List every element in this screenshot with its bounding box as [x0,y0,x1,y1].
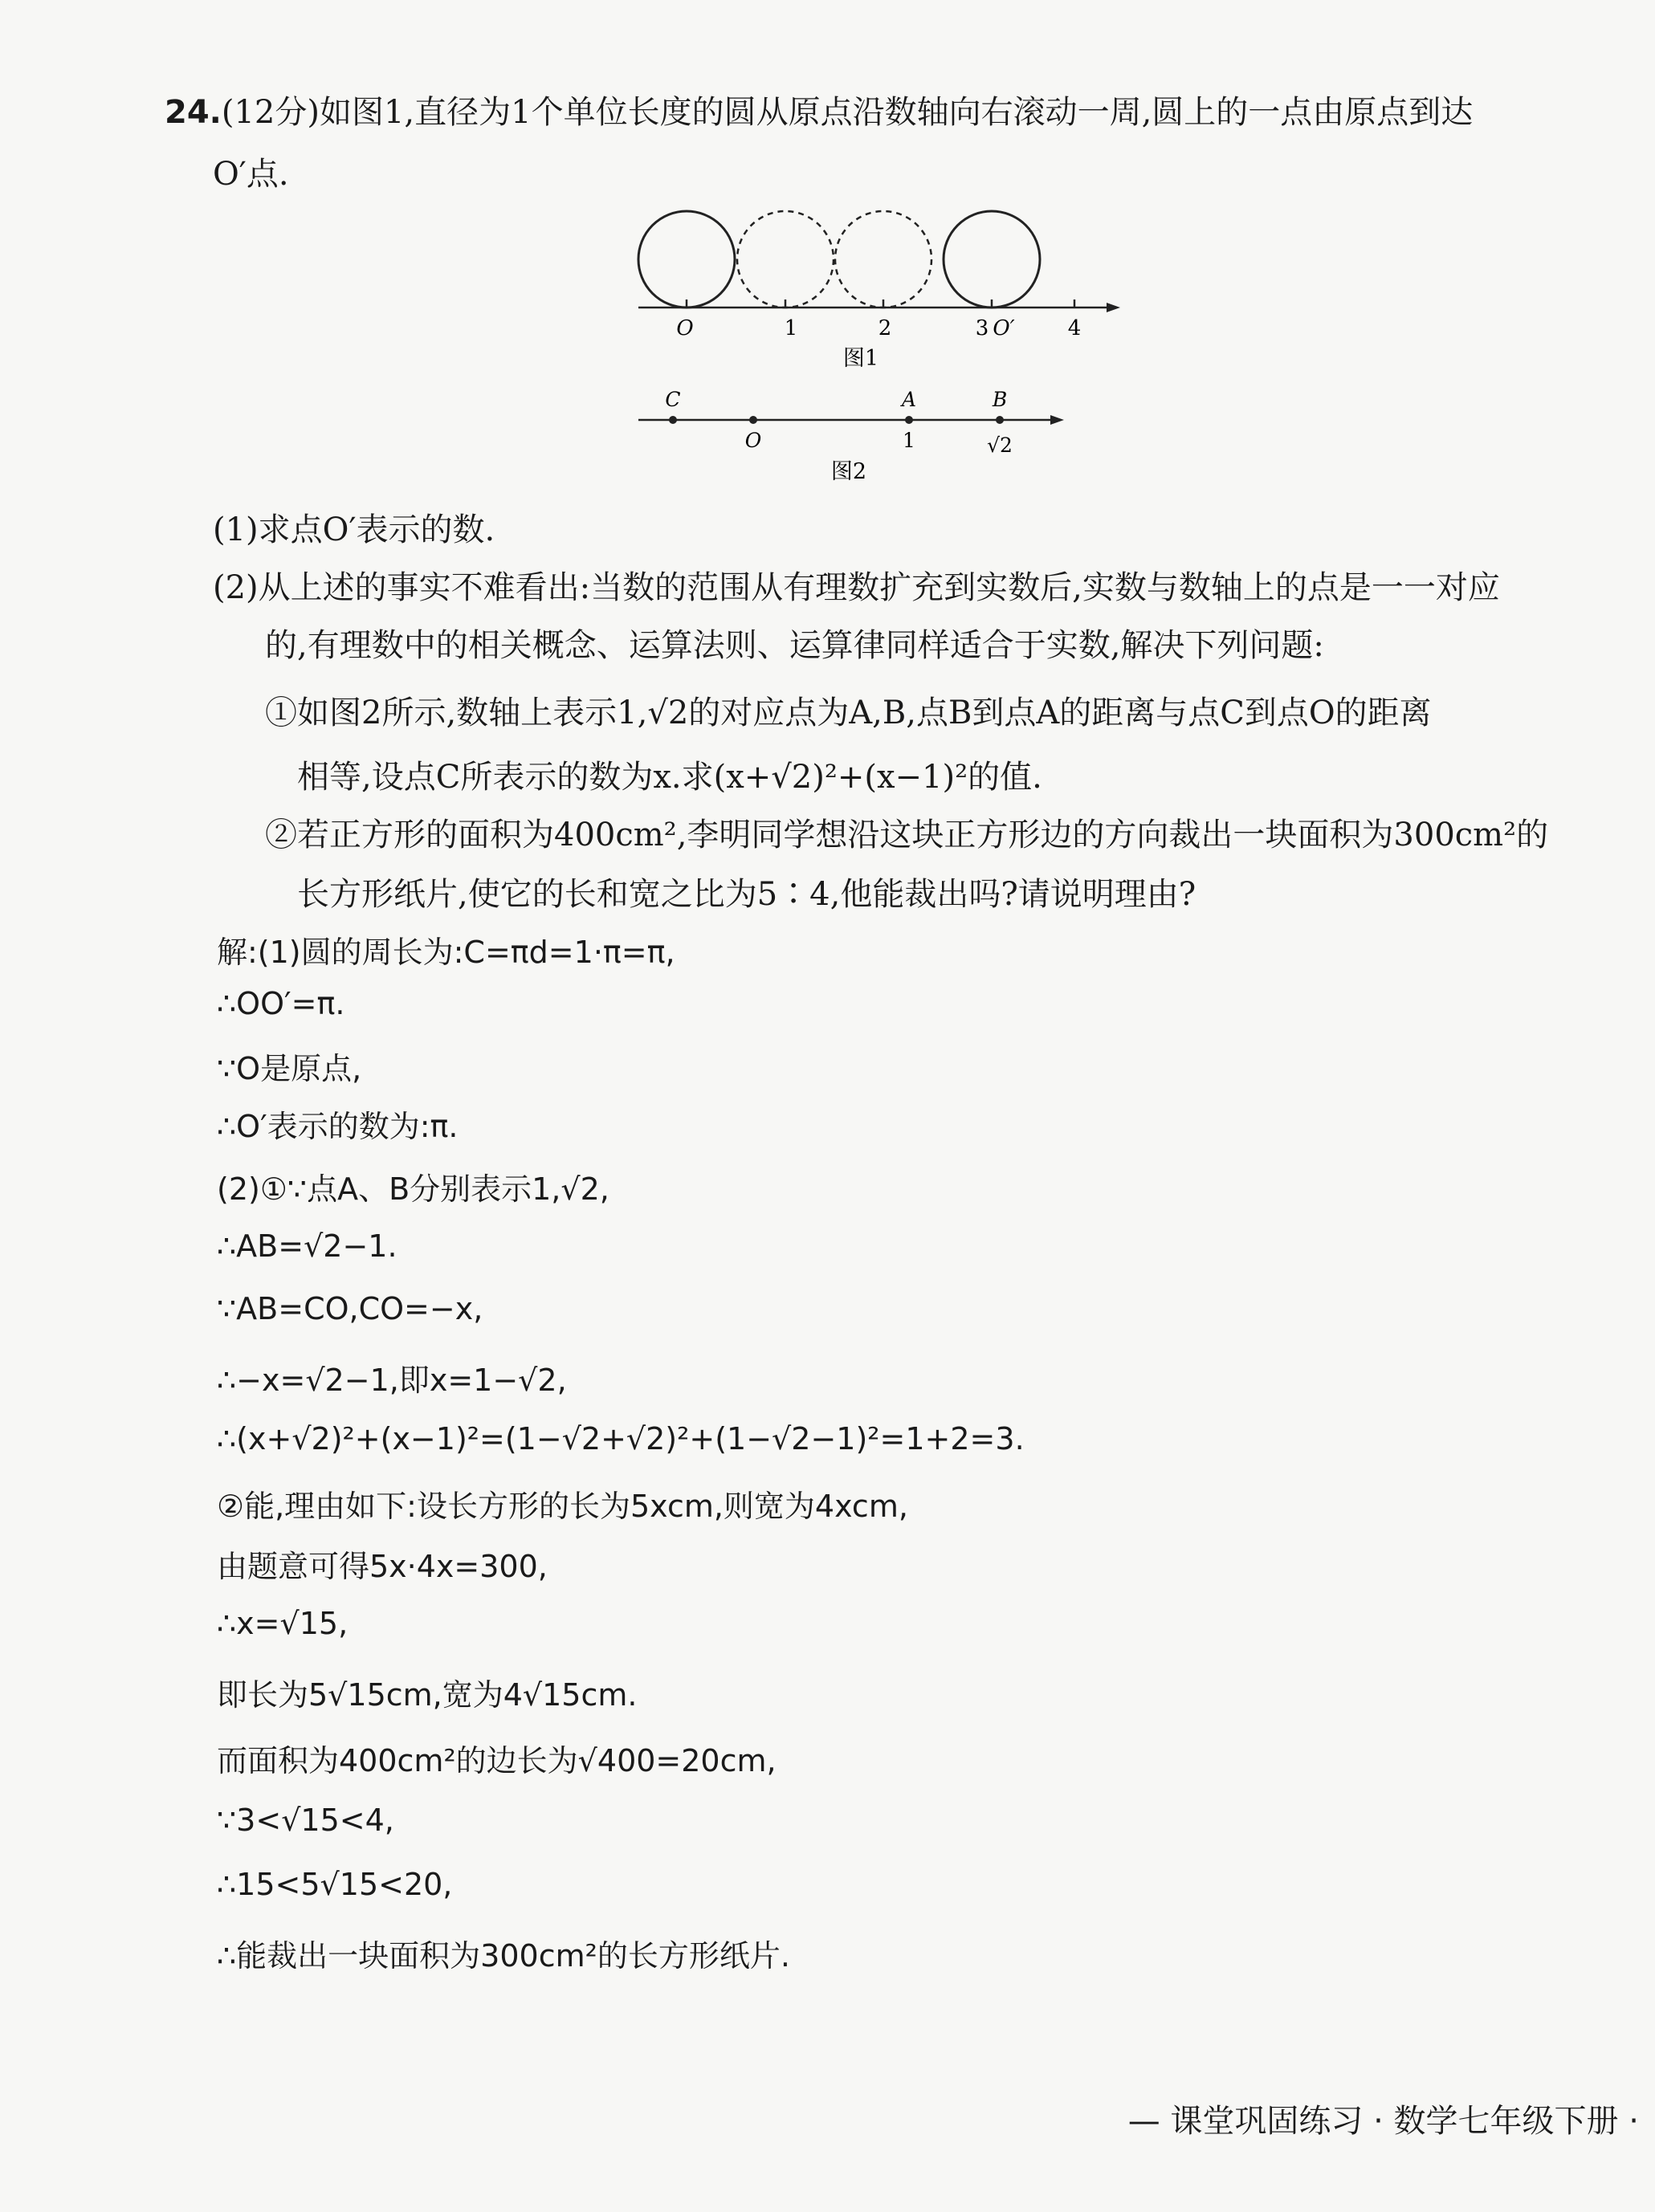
fig2-label-1: 1 [903,429,915,452]
axis-arrow-2 [1050,415,1064,425]
problem-intro-line2: O′点. [213,156,289,193]
question-2a-line1: ①如图2所示,数轴上表示1,√2的对应点为A,B,点B到点A的距离与点C到点O的距离 [265,695,1432,731]
fig1-label-2: 2 [878,316,892,340]
circle-dashed-2 [835,211,931,308]
solution-line-2: ∴OO′=π. [217,986,345,1021]
solution-line-12: ∴x=√15, [217,1606,349,1641]
solution-line-14: 而面积为400cm²的边长为√400=20cm, [217,1743,777,1778]
point-A [905,416,913,424]
solution-line-3: ∵O是原点, [217,1051,362,1086]
page-footer: — 课堂巩固练习 · 数学七年级下册 · [1127,2103,1639,2140]
solution-line-7: ∵AB=CO,CO=−x, [217,1291,483,1326]
fig2-caption: 图2 [830,459,867,484]
solution-line-11: 由题意可得5x·4x=300, [217,1549,548,1584]
solution-line-10: ②能,理由如下:设长方形的长为5xcm,则宽为4xcm, [217,1489,908,1524]
solution-line-13: 即长为5√15cm,宽为4√15cm. [217,1677,638,1713]
fig2-label-O: O [744,429,762,452]
circle-solid-end [944,211,1040,308]
solution-line-8: ∴−x=√2−1,即x=1−√2, [217,1363,567,1398]
fig2-label-B: B [992,388,1008,411]
question-2b-line2: 长方形纸片,使它的长和宽之比为5∶4,他能裁出吗?请说明理由? [297,876,1196,913]
question-2-line1: (2)从上述的事实不难看出:当数的范围从有理数扩充到实数后,实数与数轴上的点是一一对应 [213,569,1500,606]
problem-number: 24. [165,94,222,131]
fig1-label-1: 1 [784,316,798,340]
fig2-label-sqrt2: √2 [987,434,1013,457]
point-B [996,416,1004,424]
figure-2 [626,384,1076,488]
solution-line-16: ∴15<5√15<20, [217,1867,453,1902]
fig1-label-4: 4 [1067,316,1082,340]
fig2-label-C: C [665,388,681,411]
fig1-label-Oprime: O′ [993,316,1015,340]
fig1-label-O: O [676,316,694,340]
solution-line-5: (2)①∵点A、B分别表示1,√2, [217,1171,609,1207]
circle-solid-start [638,211,735,308]
question-2-line2: 的,有理数中的相关概念、运算法则、运算律同样适合于实数,解决下列问题: [265,627,1324,664]
problem-intro-line1: 24.(12分)如图1,直径为1个单位长度的圆从原点沿数轴向右滚动一周,圆上的一点由原点到达 [165,94,1474,131]
question-1: (1)求点O′表示的数. [213,511,495,548]
solution-line-4: ∴O′表示的数为:π. [217,1109,459,1144]
solution-line-15: ∵3<√15<4, [217,1803,394,1838]
solution-line-9: ∴(x+√2)²+(x−1)²=(1−√2+√2)²+(1−√2−1)²=1+2=3. [217,1421,1025,1456]
axis-arrow-1 [1107,303,1120,312]
fig1-caption: 图1 [842,346,879,371]
circle-dashed-1 [737,211,834,308]
fig2-label-A: A [901,388,917,411]
fig1-label-3: 3 [975,316,989,340]
question-2a-line2: 相等,设点C所表示的数为x.求(x+√2)²+(x−1)²的值. [297,759,1042,796]
point-C [669,416,677,424]
point-O [749,416,757,424]
solution-line-17: ∴能裁出一块面积为300cm²的长方形纸片. [217,1938,790,1974]
solution-line-1: 解:(1)圆的周长为:C=πd=1·π=π, [217,935,675,970]
question-2b-line1: ②若正方形的面积为400cm²,李明同学想沿这块正方形边的方向裁出一块面积为300cm²的 [265,817,1549,853]
solution-line-6: ∴AB=√2−1. [217,1228,397,1264]
figure-1 [626,205,1132,377]
